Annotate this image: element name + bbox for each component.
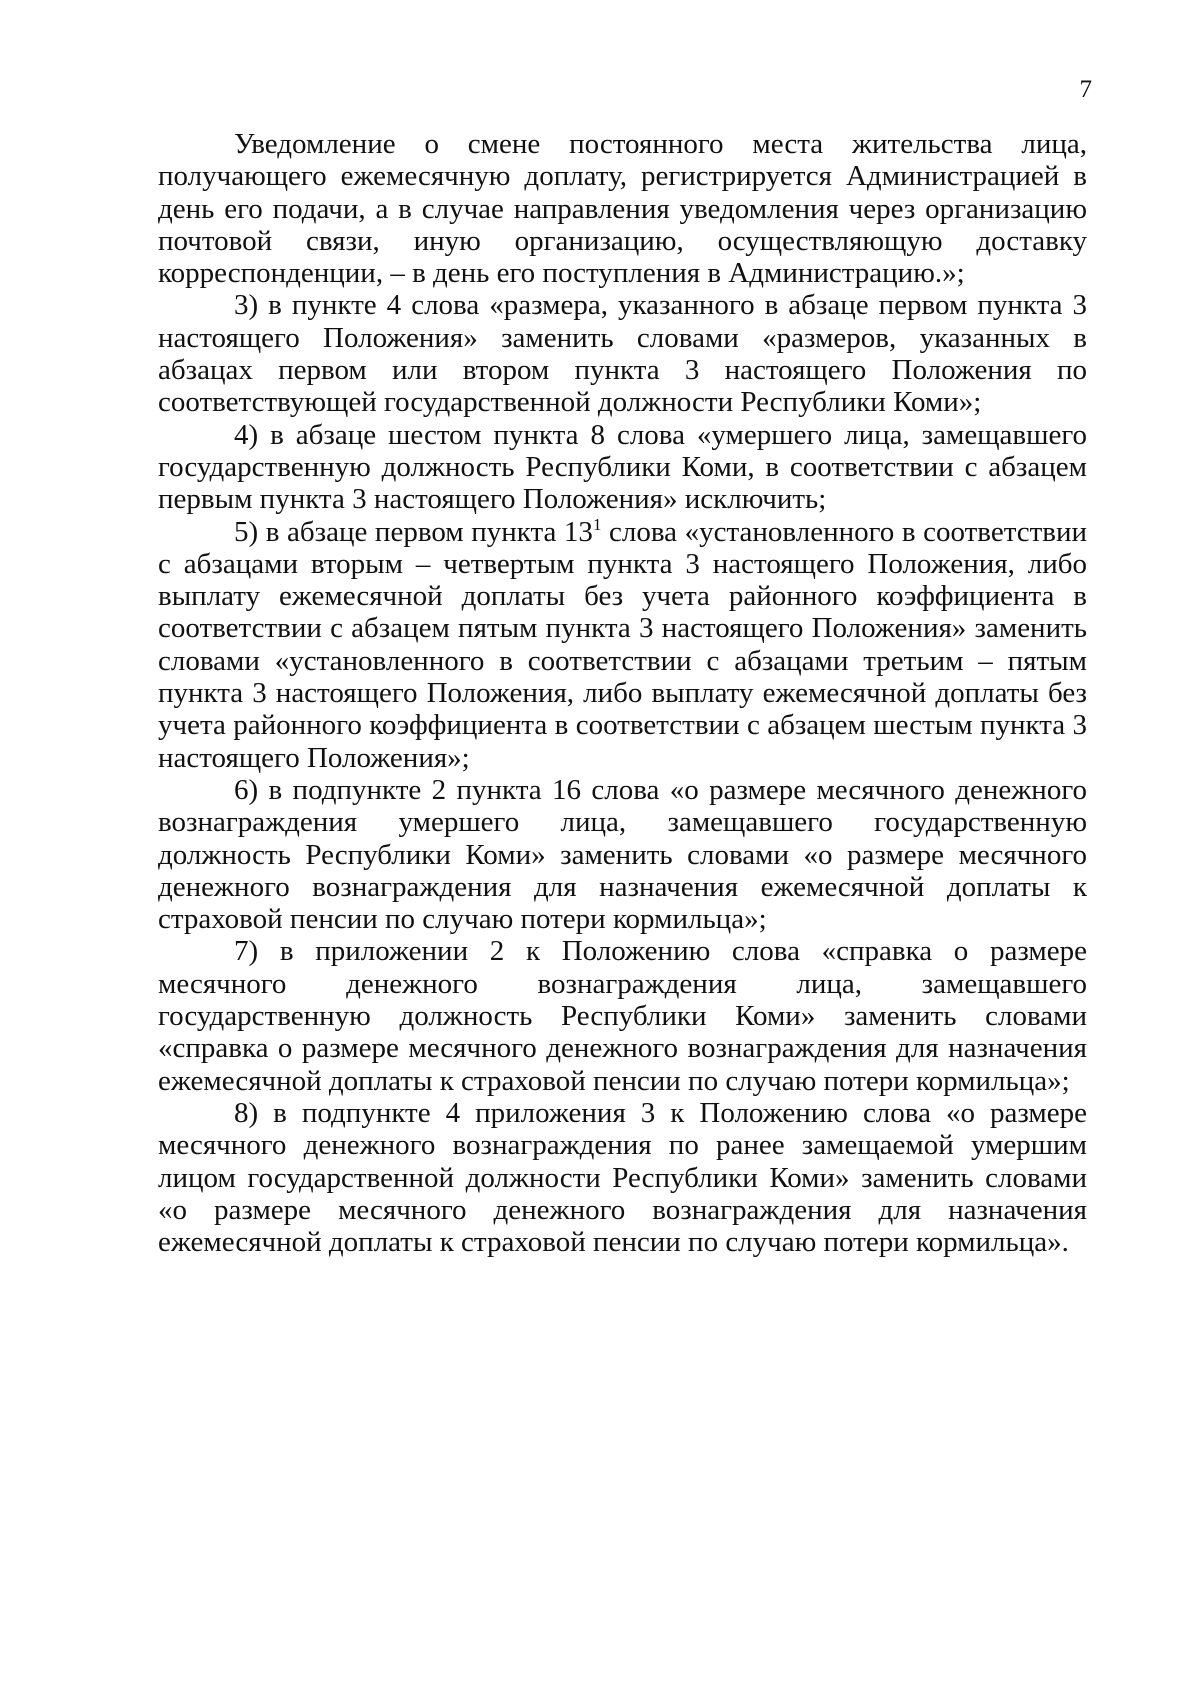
paragraph-item-3: 3) в пункте 4 слова «размера, указанного в абзаце первом пункта 3 настоящего Положения» заменить словами «размеров, указанных в абзацах первом или втором пункта 3 настоящего Положения по соответствующей государственной должности Республики Коми»; xyxy=(158,289,1087,419)
paragraph-item-5-lead: 5) в абзаце первом пункта 13 xyxy=(234,515,593,548)
paragraph-item-8: 8) в подпункте 4 приложения 3 к Положению слова «о размере месячного денежного вознаграждения по ранее замещаемой умершим лицом государственной должности Республики Коми» заменить словами «о размере месячного денежного вознаграждения для назначения ежемесячной доплаты к страховой пенсии по случаю потери кормильца». xyxy=(158,1096,1087,1259)
document-body xyxy=(158,128,1087,1258)
paragraph-item-4: 4) в абзаце шестом пункта 8 слова «умершего лица, замещавшего государственную должность Республики Коми, в соответствии с абзацем первым пункта 3 настоящего Положения» исключить; xyxy=(158,418,1087,516)
paragraph-item-7: 7) в приложении 2 к Положению слова «справка о размере месячного денежного вознаграждения лица, замещавшего государственную должность Республики Коми» заменить словами «справка о размере месячного денежного вознаграждения для назначения ежемесячной доплаты к страховой пенсии по случаю потери кормильца»; xyxy=(158,935,1087,1097)
superscript-1: 1 xyxy=(592,514,602,534)
page-number: 7 xyxy=(1079,76,1092,103)
paragraph-item-5 xyxy=(158,516,1087,774)
paragraph-notification-registration: Уведомление о смене постоянного места жительства лица, получающего ежемесячную доплату, регистрируется Администрацией в день его подачи, а в случае направления уведомления через организацию почтовой связи, иную организацию, осуществляющую доставку корреспонденции, – в день его поступления в Администрацию.»; xyxy=(158,128,1087,290)
paragraph-item-6: 6) в подпункте 2 пункта 16 слова «о размере месячного денежного вознаграждения умершего лица, замещавшего государственную должность Республики Коми» заменить словами «о размере месячного денежного вознаграждения для назначения ежемесячной доплаты к страховой пенсии по случаю потери кормильца»; xyxy=(158,773,1087,936)
paragraph-item-5-rest: слова «установленного в соответствии с абзацами вторым – четвертым пункта 3 настоящего Положения, либо выплату ежемесячной доплаты без учета районного коэффициента в соответствии с абзацем пятым пункта 3 настоящего Положения» заменить словами «установленного в соответствии с абзацами третьим – пятым пункта 3 настоящего Положения, либо выплату ежемесячной доплаты без учета районного коэффициента в соответствии с абзацем шестым пункта 3 настоящего Положения»; xyxy=(158,515,1087,774)
